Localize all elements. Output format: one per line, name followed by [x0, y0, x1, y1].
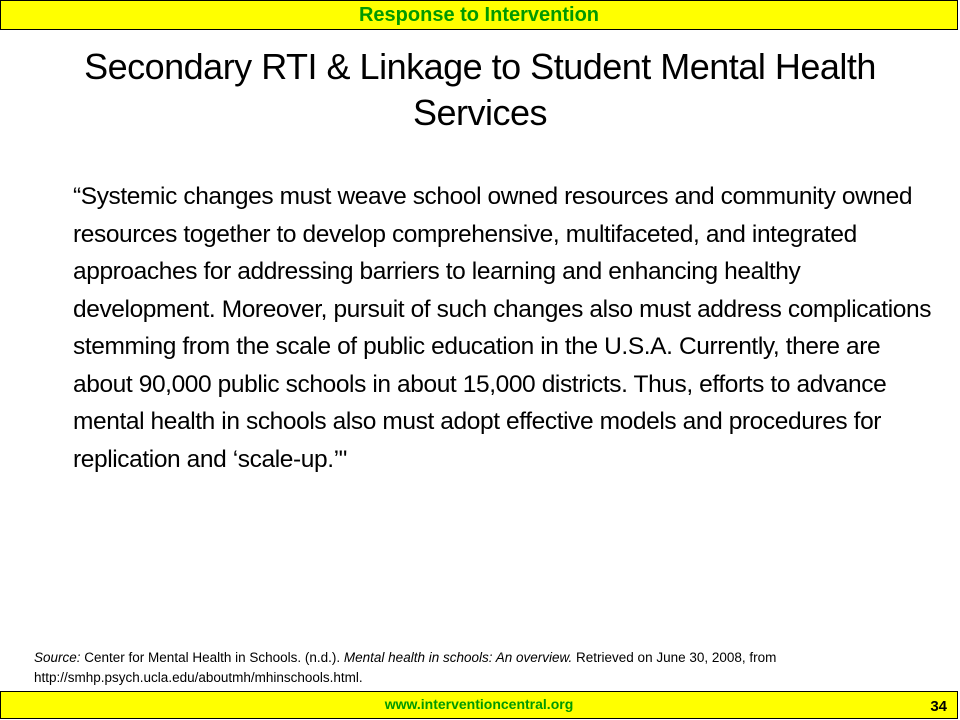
source-label: Source:	[34, 650, 81, 665]
source-author: Center for Mental Health in Schools. (n.d.).	[80, 650, 344, 665]
footer-url-link[interactable]: www.interventioncentral.org	[384, 696, 574, 712]
slide-quote: “Systemic changes must weave school owned resources and community owned resources together to develop comprehensive, multifaceted, and integrated approaches for addressing barriers to learning and enhancing healthy development. Moreover, pursuit of such changes also must address complications stemming from the scale of public education in the U.S.A. Currently, there are about 90,000 public schools in about 15,000 districts. Thus, efforts to advance mental health in schools also must adopt effective models and procedures for replication and ‘scale-up.’"	[73, 183, 932, 473]
slide-title: Secondary RTI & Linkage to Student Mental Health Services	[84, 46, 876, 133]
source-citation	[34, 648, 914, 688]
source-work-title: Mental health in schools: An overview.	[343, 650, 573, 665]
footer-banner	[0, 691, 958, 719]
page-number: 34	[930, 698, 947, 715]
source-retrieved: Retrieved on June 30, 2008, from http://smhp.psych.ucla.edu/aboutmh/mhinschools.html.	[34, 650, 777, 685]
header-banner	[0, 0, 958, 30]
header-banner-title: Response to Intervention	[358, 4, 600, 26]
